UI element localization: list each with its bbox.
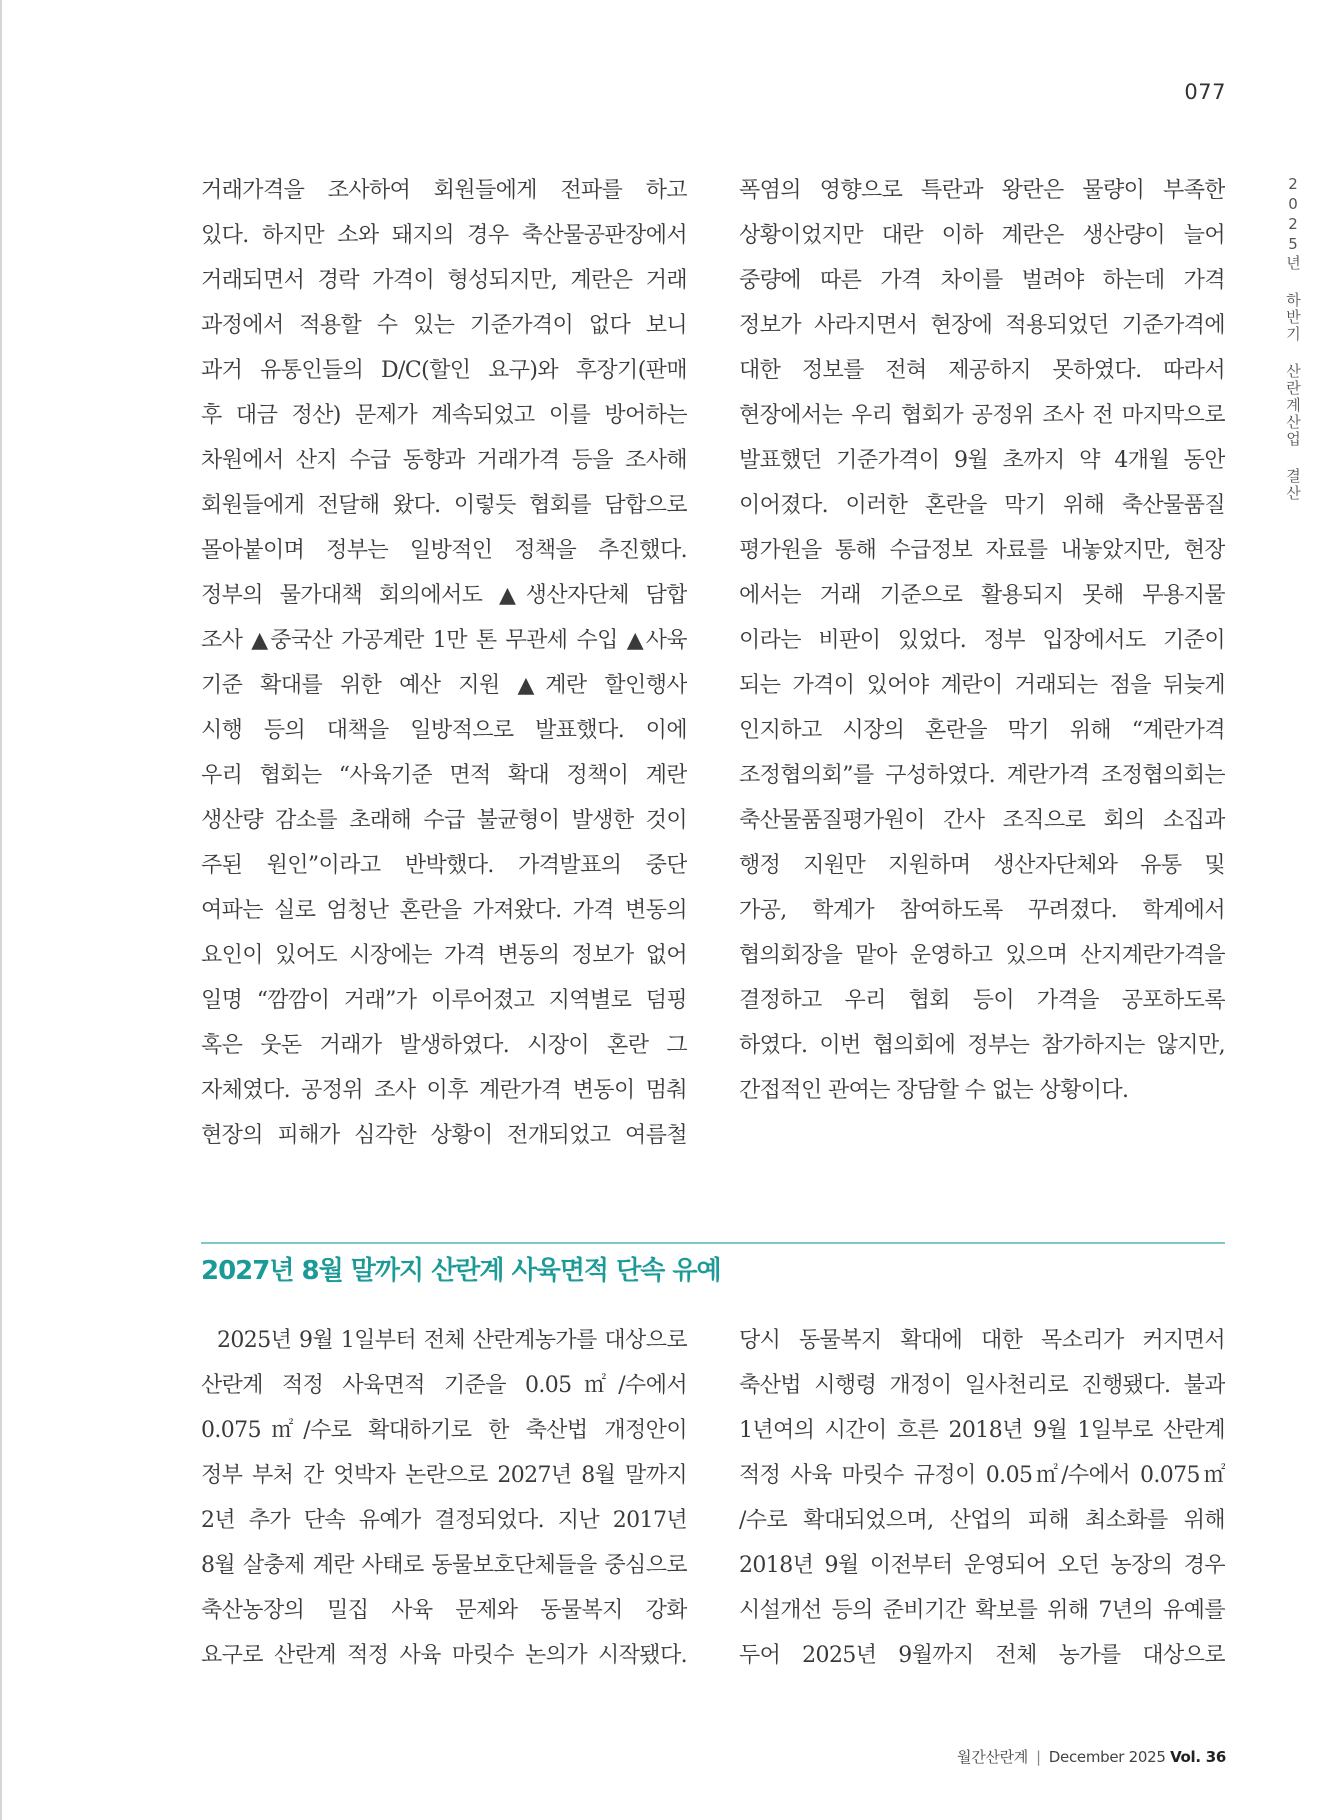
text-line: 요구로 산란계 적정 사육 마릿수 논의가 시작됐다. [201, 1643, 687, 1668]
text-line: 0.075㎡/수로 확대하기로 한 축산법 개정안이 [201, 1418, 687, 1443]
text-line: 상황이었지만 대란 이하 계란은 생산량이 늘어 [739, 223, 1225, 248]
section-heading: 2027년 8월 말까지 산란계 사육면적 단속 유예 [201, 1256, 721, 1286]
text-line: 되는 가격이 있어야 계란이 거래되는 점을 뒤늦게 [739, 673, 1225, 698]
text-line: 후 대금 정산) 문제가 계속되었고 이를 방어하는 [201, 403, 687, 428]
bottom-right-column [739, 1318, 1225, 1678]
text-line: 차원에서 산지 수급 동향과 거래가격 등을 조사해 [201, 448, 687, 473]
text-line: 적정 사육 마릿수 규정이 0.05㎡/수에서 0.075㎡ [739, 1463, 1225, 1488]
text-line: 일명 “깜깜이 거래”가 이루어졌고 지역별로 덤핑 [201, 988, 687, 1013]
text-line: 축산법 시행령 개정이 일사천리로 진행됐다. 불과 [739, 1373, 1225, 1398]
footer-volume: Vol. 36 [1170, 1748, 1226, 1766]
text-line: 혹은 웃돈 거래가 발생하였다. 시장이 혼란 그 [201, 1033, 687, 1058]
text-line: 인지하고 시장의 혼란을 막기 위해 “계란가격 [739, 718, 1225, 743]
text-line: 평가원을 통해 수급정보 자료를 내놓았지만, 현장 [739, 538, 1225, 563]
top-right-column [739, 168, 1225, 1113]
text-line: 발표했던 기준가격이 9월 초까지 약 4개월 동안 [739, 448, 1225, 473]
text-line: 두어 2025년 9월까지 전체 농가를 대상으로 [739, 1643, 1225, 1668]
text-line: 거래가격을 조사하여 회원들에게 전파를 하고 [201, 178, 687, 203]
text-line: 자체였다. 공정위 조사 이후 계란가격 변동이 멈춰 [201, 1078, 687, 1103]
text-line: 협의회장을 맡아 운영하고 있으며 산지계란가격을 [739, 943, 1225, 968]
page-footer [957, 1746, 1226, 1767]
text-line: 축산물품질평가원이 간사 조직으로 회의 소집과 [739, 808, 1225, 833]
text-line: 하였다. 이번 협의회에 정부는 참가하지는 않지만, [739, 1033, 1225, 1058]
side-section-title: 2025년 하반기 산란계산업 결산 [1284, 175, 1302, 502]
text-line: 2018년 9월 이전부터 운영되어 오던 농장의 경우 [739, 1553, 1225, 1578]
text-line: 요인이 있어도 시장에는 가격 변동의 정보가 없어 [201, 943, 687, 968]
footer-magazine-name: 월간산란계 [957, 1748, 1028, 1766]
text-line: 2년 추가 단속 유예가 결정되었다. 지난 2017년 [201, 1508, 687, 1533]
section-divider [201, 1242, 1225, 1244]
text-line: 이라는 비판이 있었다. 정부 입장에서도 기준이 [739, 628, 1225, 653]
text-line: 대한 정보를 전혀 제공하지 못하였다. 따라서 [739, 358, 1225, 383]
text-line: 8월 살충제 계란 사태로 동물보호단체들을 중심으로 [201, 1553, 687, 1578]
page-edge [0, 0, 2, 1820]
text-line: 2025년 9월 1일부터 전체 산란계농가를 대상으로 [217, 1328, 687, 1353]
top-left-column [201, 168, 687, 1158]
text-line: 결정하고 우리 협회 등이 가격을 공포하도록 [739, 988, 1225, 1013]
text-line: 정보가 사라지면서 현장에 적용되었던 기준가격에 [739, 313, 1225, 338]
text-line: 폭염의 영향으로 특란과 왕란은 물량이 부족한 [739, 178, 1225, 203]
text-line: 과거 유통인들의 D/C(할인 요구)와 후장기(판매 [201, 358, 687, 383]
footer-date: December 2025 [1048, 1748, 1166, 1766]
text-line: 가공, 학계가 참여하도록 꾸려졌다. 학계에서 [739, 898, 1225, 923]
text-line: 회원들에게 전달해 왔다. 이렇듯 협회를 담합으로 [201, 493, 687, 518]
text-line: 정부 부처 간 엇박자 논란으로 2027년 8월 말까지 [201, 1463, 687, 1488]
bottom-left-column [201, 1318, 687, 1678]
text-line: 생산량 감소를 초래해 수급 불균형이 발생한 것이 [201, 808, 687, 833]
text-line: 축산농장의 밀집 사육 문제와 동물복지 강화 [201, 1598, 687, 1623]
text-line: 여파는 실로 엄청난 혼란을 가져왔다. 가격 변동의 [201, 898, 687, 923]
text-line: /수로 확대되었으며, 산업의 피해 최소화를 위해 [739, 1508, 1225, 1533]
text-line: 조정협의회”를 구성하였다. 계란가격 조정협의회는 [739, 763, 1225, 788]
text-line: 행정 지원만 지원하며 생산자단체와 유통 및 [739, 853, 1225, 878]
text-line: 우리 협회는 “사육기준 면적 확대 정책이 계란 [201, 763, 687, 788]
text-line: 현장에서는 우리 협회가 공정위 조사 전 마지막으로 [739, 403, 1225, 428]
page-number: 077 [1184, 80, 1226, 104]
text-line: 중량에 따른 가격 차이를 벌려야 하는데 가격 [739, 268, 1225, 293]
text-line: 당시 동물복지 확대에 대한 목소리가 커지면서 [739, 1328, 1225, 1353]
text-line: 기준 확대를 위한 예산 지원 ▲계란 할인행사 [201, 673, 687, 698]
text-line: 현장의 피해가 심각한 상황이 전개되었고 여름철 [201, 1123, 687, 1148]
text-line: 과정에서 적용할 수 있는 기준가격이 없다 보니 [201, 313, 687, 338]
text-line: 시설개선 등의 준비기간 확보를 위해 7년의 유예를 [739, 1598, 1225, 1623]
text-line: 시행 등의 대책을 일방적으로 발표했다. 이에 [201, 718, 687, 743]
text-line: 있다. 하지만 소와 돼지의 경우 축산물공판장에서 [201, 223, 687, 248]
text-line: 에서는 거래 기준으로 활용되지 못해 무용지물 [739, 583, 1225, 608]
text-line: 산란계 적정 사육면적 기준을 0.05㎡/수에서 [201, 1373, 687, 1398]
text-line: 간접적인 관여는 장담할 수 없는 상황이다. [739, 1078, 1129, 1103]
text-line: 거래되면서 경락 가격이 형성되지만, 계란은 거래 [201, 268, 687, 293]
text-line: 몰아붙이며 정부는 일방적인 정책을 추진했다. [201, 538, 687, 563]
footer-separator: | [1036, 1748, 1041, 1766]
text-line: 정부의 물가대책 회의에서도 ▲생산자단체 담합 [201, 583, 687, 608]
text-line: 이어졌다. 이러한 혼란을 막기 위해 축산물품질 [739, 493, 1225, 518]
text-line: 주된 원인”이라고 반박했다. 가격발표의 중단 [201, 853, 687, 878]
text-line: 1년여의 시간이 흐른 2018년 9월 1일부로 산란계 [739, 1418, 1225, 1443]
text-line: 조사 ▲중국산 가공계란 1만 톤 무관세 수입 ▲사육 [201, 628, 687, 653]
